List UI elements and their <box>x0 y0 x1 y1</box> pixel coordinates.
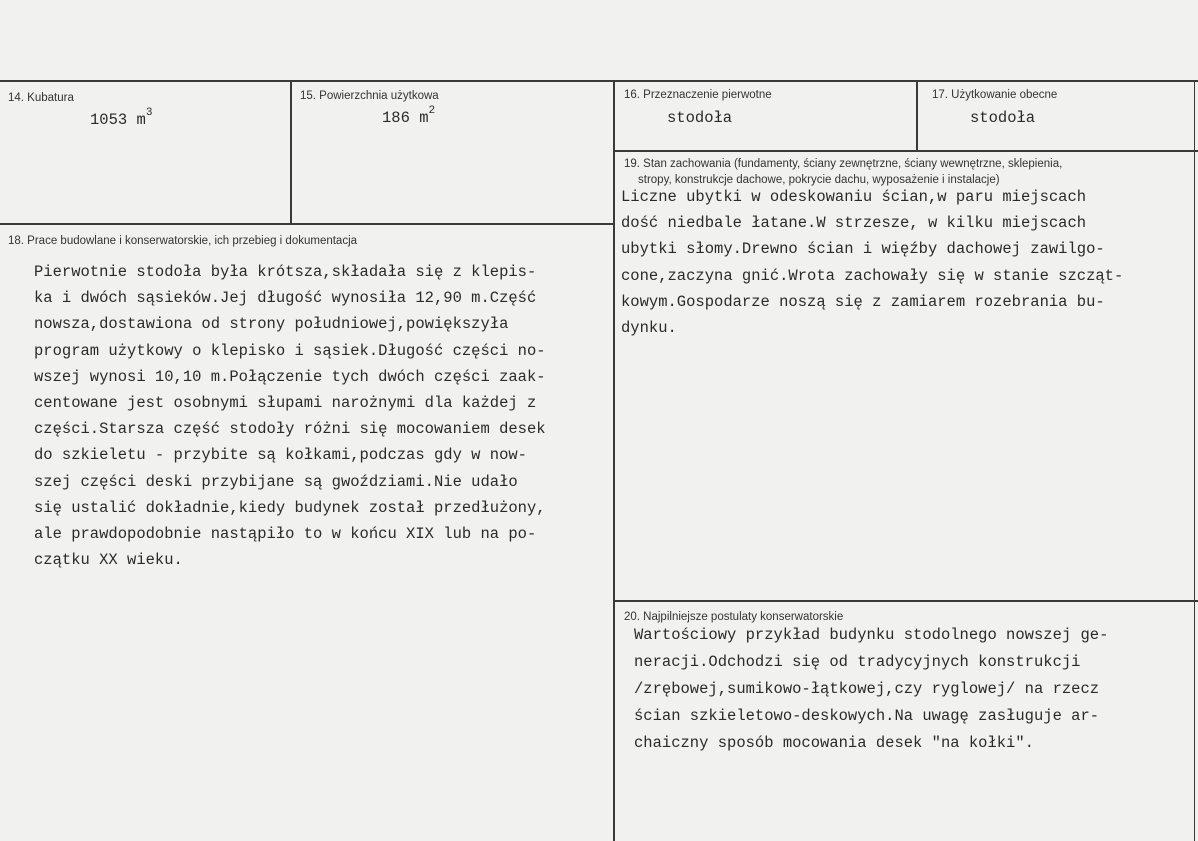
text-line: program użytkowy o klepisko i sąsiek.Długość części no- <box>34 341 546 360</box>
area-value: 186 m <box>382 109 429 128</box>
field-15-value <box>382 105 436 128</box>
right-edge <box>1194 80 1195 841</box>
rule-right-lower <box>614 600 1198 602</box>
kubatura-value: 1053 m <box>90 111 146 130</box>
text-line: centowane jest osobnymi słupami narożnymi dla każdej z <box>34 394 537 413</box>
text-line: ubytki słomy.Drewno ścian i więźby dachowej zawilgo- <box>621 240 1105 259</box>
field-14-value <box>90 107 153 130</box>
field-16-value: stodoła <box>667 109 733 127</box>
text-line: do szkieletu - przybite są kołkami,podczas gdy w now- <box>34 446 527 465</box>
field-18-text <box>34 259 546 573</box>
text-line: ale prawdopodobnie nastąpiło to w końcu XIX lub na po- <box>34 525 537 544</box>
field-19-label-line1: 19. Stan zachowania (fundamenty, ściany zewnętrzne, ściany wewnętrzne, sklepienia, <box>624 158 1063 170</box>
field-20-text <box>634 622 1108 757</box>
rule-right-upper <box>614 150 1198 152</box>
text-line: się ustalić dokładnie,kiedy budynek został przedłużony, <box>34 498 546 517</box>
top-rule <box>0 80 1198 82</box>
text-line: szej części deski przybijane są gwoździami.Nie udało <box>34 472 518 491</box>
text-line: Wartościowy przykład budynku stodolnego nowszej ge- <box>634 626 1109 644</box>
text-line: neracji.Odchodzi się od tradycyjnych konstrukcji <box>634 653 1081 671</box>
text-line: Liczne ubytki w odeskowaniu ścian,w paru miejscach <box>621 188 1087 206</box>
divider-16-17 <box>916 80 918 150</box>
text-line: ścian szkieletowo-deskowych.Na uwagę zasługuje ar- <box>634 707 1100 725</box>
rule-left-mid <box>0 223 614 225</box>
text-line: wszej wynosi 10,10 m.Połączenie tych dwóch części zaak- <box>34 367 546 386</box>
divider-center <box>613 80 615 841</box>
field-17-value: stodoła <box>970 109 1036 127</box>
field-16-label: 16. Przeznaczenie pierwotne <box>624 89 772 101</box>
field-19-text <box>621 184 1123 341</box>
text-line: dość niedbale łatane.W strzesze, w kilku miejscach <box>621 214 1087 233</box>
field-18-label: 18. Prace budowlane i konserwatorskie, ich przebieg i dokumentacja <box>8 235 358 247</box>
text-line: kowym.Gospodarze noszą się z zamiarem rozebrania bu- <box>621 292 1105 311</box>
field-17-label: 17. Użytkowanie obecne <box>932 89 1058 101</box>
text-line: Pierwotnie stodoła była krótsza,składała się z klepis- <box>34 263 537 281</box>
field-19-label-line2: stropy, konstrukcje dachowe, pokrycie dachu, wyposażenie i instalacje) <box>638 174 1000 186</box>
field-15-label: 15. Powierzchnia użytkowa <box>300 90 439 102</box>
text-line: części.Starsza część stodoły różni się mocowaniem desek <box>34 420 546 439</box>
text-line: cone,zaczyna gnić.Wrota zachowały się w stanie szcząt- <box>621 266 1124 285</box>
field-20-label: 20. Najpilniejsze postulaty konserwatorskie <box>624 611 844 623</box>
divider-14-15 <box>290 80 292 223</box>
kubatura-unit-exponent: 3 <box>145 107 153 119</box>
text-line: chaiczny sposób mocowania desek "na kołki". <box>634 734 1034 752</box>
text-line: ka i dwóch sąsieków.Jej długość wynosiła 12,90 m.Część <box>34 289 537 308</box>
field-14-label: 14. Kubatura <box>8 92 74 104</box>
area-unit-exponent: 2 <box>428 105 436 117</box>
text-line: dynku. <box>621 319 677 338</box>
text-line: nowsza,dostawiona od strony południowej,powiększyła <box>34 315 509 334</box>
text-line: /zrębowej,sumikowo-łątkowej,czy ryglowej/ na rzecz <box>634 680 1100 698</box>
text-line: czątku XX wieku. <box>34 551 183 570</box>
